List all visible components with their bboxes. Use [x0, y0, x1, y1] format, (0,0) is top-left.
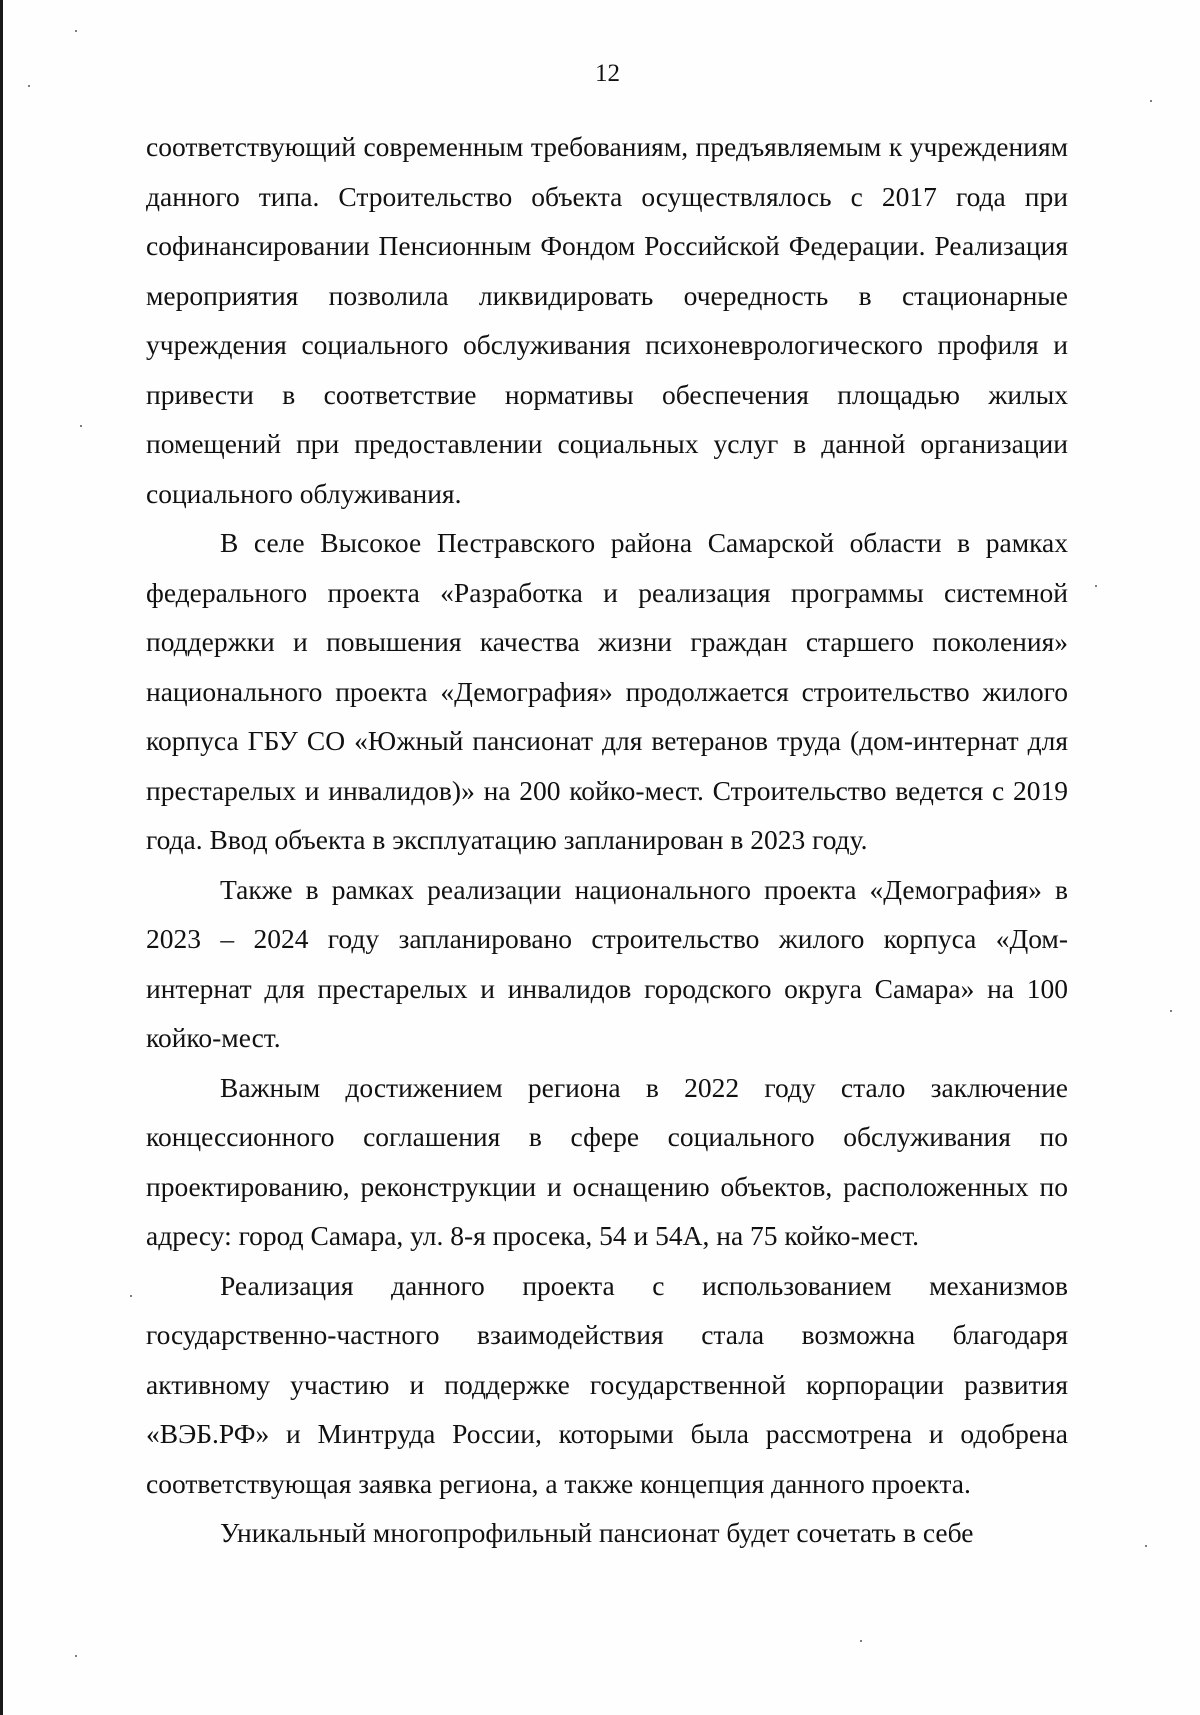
scan-speck: [75, 30, 77, 32]
page-number: 12: [595, 60, 620, 87]
document-body: [146, 122, 1068, 1558]
paragraph-4: Важным достижением региона в 2022 году стало заключение концессионного соглашения в сфере социального обслуживания по проектированию, реконструкции и оснащению объектов, расположенных по адресу: город Самара, ул. 8-я просека, 54 и 54А, на 75 койко-мест.: [146, 1071, 1068, 1251]
paragraph-1: соответствующий современным требованиям, предъявляемым к учреждениям данного типа. Строительство объекта осуществлялось с 2017 года при софинансировании Пенсионным Фондом Российской Федерации. Реализация мероприятия позволила ликвидировать очередность в стационарные учреждения социального обслуживания психоневрологического профиля и привести в соответствие нормативы обеспечения площадью жилых помещений при предоставлении социальных услуг в данной организации социального облуживания.: [146, 131, 1068, 509]
scan-speck: [1095, 585, 1097, 587]
scan-speck: [860, 1640, 862, 1642]
paragraph-6: Уникальный многопрофильный пансионат будет сочетать в себе: [220, 1517, 974, 1548]
scan-speck: [28, 85, 30, 87]
paragraph-3: Также в рамках реализации национального проекта «Демография» в 2023 – 2024 году запланировано строительство жилого корпуса «Дом-интернат для престарелых и инвалидов городского округа Самара» на 100 койко-мест.: [146, 873, 1068, 1053]
scan-speck: [75, 1655, 77, 1657]
paragraph-5: Реализация данного проекта с использованием механизмов государственно-частного взаимодействия стала возможна благодаря активному участию и поддержке государственной корпорации развития «ВЭБ.РФ» и Минтруда России, которыми была рассмотрена и одобрена соответствующая заявка региона, а также концепция данного проекта.: [146, 1269, 1068, 1499]
scan-speck: [1150, 100, 1152, 102]
scan-speck: [1145, 1545, 1147, 1547]
scan-speck: [1170, 1010, 1172, 1012]
scan-speck: [130, 1295, 132, 1297]
scan-edge: [0, 0, 3, 1715]
scan-speck: [80, 425, 82, 427]
paragraph-2: В селе Высокое Пестравского района Самарской области в рамках федерального проекта «Разработка и реализация программы системной поддержки и повышения качества жизни граждан старшего поколения» национального проекта «Демография» продолжается строительство жилого корпуса ГБУ СО «Южный пансионат для ветеранов труда (дом-интернат для престарелых и инвалидов)» на 200 койко-мест. Строительство ведется с 2019 года. Ввод объекта в эксплуатацию запланирован в 2023 году.: [146, 527, 1068, 855]
